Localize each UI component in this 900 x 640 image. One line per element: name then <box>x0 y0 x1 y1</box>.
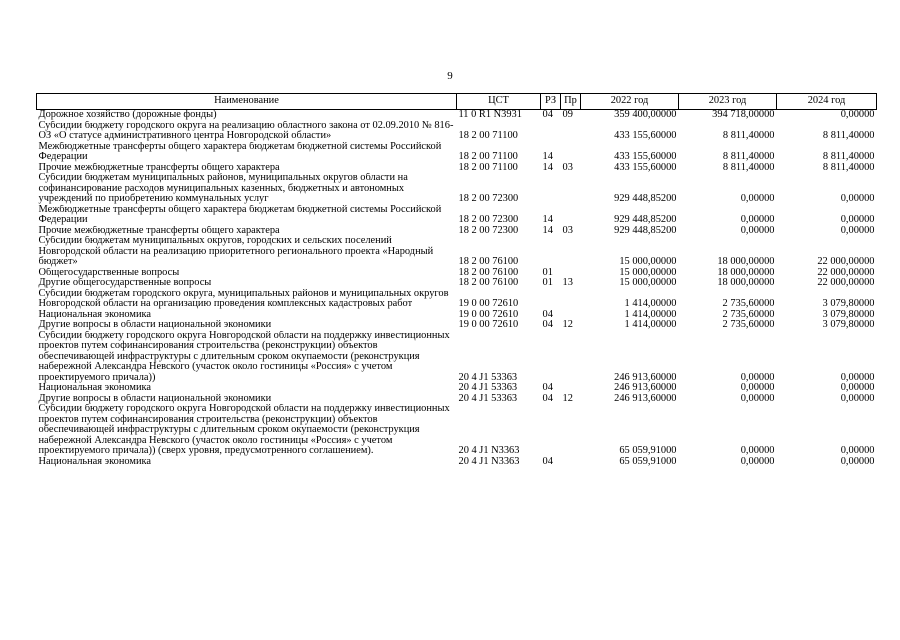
cell-name: Национальная экономика <box>38 383 152 393</box>
table-row <box>37 226 877 237</box>
cell-2024: 0,00000 <box>840 109 875 120</box>
cell-2023: 8 811,40000 <box>722 151 775 162</box>
cell-cst: 18 2 00 72300 <box>458 225 519 236</box>
cell-cst: 18 2 00 76100 <box>458 267 519 278</box>
cell-cst: 18 2 00 71100 <box>458 130 518 141</box>
cell-2023: 0,00000 <box>740 456 775 467</box>
cell-2023: 18 000,00000 <box>717 256 775 267</box>
cell-name: Субсидии бюджету городского округа на реализацию областного закона от 02.09.2010 № 816-ОЗ «О статусе административного центра Новгородской области» <box>38 120 454 141</box>
table-row <box>37 310 877 321</box>
cell-cst: 20 4 J1 53363 <box>458 393 518 404</box>
cell-name: Прочие межбюджетные трансферты общего характера <box>38 162 280 173</box>
cell-name: Национальная экономика <box>38 309 152 320</box>
column-header-cst: ЦСТ <box>457 94 541 110</box>
cell-name: Другие вопросы в области национальной экономики <box>38 393 272 404</box>
cell-pr <box>561 142 581 163</box>
cell-2022: 15 000,00000 <box>619 256 677 267</box>
cell-rz: 01 <box>542 278 553 288</box>
cell-2024: 8 811,40000 <box>822 151 875 162</box>
table-row <box>37 383 877 394</box>
cell-2022: 1 414,00000 <box>624 320 677 330</box>
cell-rz: 04 <box>542 309 553 320</box>
cell-2022: 246 913,60000 <box>614 383 677 393</box>
cell-2022: 65 059,91000 <box>619 456 677 467</box>
cell-cst: 18 2 00 76100 <box>458 278 519 288</box>
cell-rz: 14 <box>542 214 553 225</box>
cell-2022: 65 059,91000 <box>619 445 677 456</box>
cell-rz: 14 <box>542 162 553 173</box>
cell-rz: 14 <box>542 151 553 162</box>
cell-2022: 929 448,85200 <box>614 214 677 225</box>
cell-name: Межбюджетные трансферты общего характера бюджетам бюджетной системы Российской Федерации <box>38 204 442 225</box>
cell-2022: 359 400,00000 <box>614 109 677 120</box>
cell-pr: 12 <box>562 393 573 404</box>
cell-2023: 8 811,40000 <box>722 162 775 173</box>
cell-name: Национальная экономика <box>38 456 152 467</box>
cell-2023: 0,00000 <box>740 371 775 383</box>
cell-2024: 0,00000 <box>840 445 875 456</box>
table-row <box>37 163 877 174</box>
cell-2024: 0,00000 <box>840 193 875 204</box>
cell-cst: 19 0 00 72610 <box>458 309 519 320</box>
cell-pr: 03 <box>562 225 573 236</box>
cell-pr: 12 <box>562 320 573 330</box>
cell-2023: 394 718,00000 <box>712 109 775 120</box>
cell-cst: 18 2 00 76100 <box>458 256 519 267</box>
cell-2022: 15 000,00000 <box>619 278 677 288</box>
cell-cst: 20 4 J1 N3363 <box>458 445 520 456</box>
cell-name: Другие вопросы в области национальной экономики <box>38 320 272 330</box>
cell-2023: 0,00000 <box>740 225 775 236</box>
cell-2024: 8 811,40000 <box>822 162 875 173</box>
table-row <box>37 331 877 384</box>
table-row <box>37 457 877 468</box>
cell-name: Субсидии бюджетам городского округа, муниципальных районов и муниципальных округов Новгородской области на организацию проведения комплексных кадастровых работ <box>38 288 449 309</box>
cell-2024: 0,00000 <box>840 214 875 225</box>
cell-2024: 0,00000 <box>840 371 875 383</box>
cell-rz: 04 <box>542 383 553 393</box>
cell-cst: 18 2 00 72300 <box>458 193 519 204</box>
table-row <box>37 110 877 121</box>
cell-name: Дорожное хозяйство (дорожные фонды) <box>38 109 217 120</box>
cell-2022: 15 000,00000 <box>619 267 677 278</box>
cell-rz: 04 <box>542 393 553 404</box>
cell-2022: 929 448,85200 <box>614 225 677 236</box>
cell-pr <box>561 310 581 321</box>
cell-rz <box>541 236 561 268</box>
cell-2024: 0,00000 <box>840 393 875 404</box>
cell-2022: 929 448,85200 <box>614 193 677 204</box>
column-header-2023: 2023 год <box>679 94 777 110</box>
cell-2022: 433 155,60000 <box>614 162 677 173</box>
column-header-2022: 2022 год <box>581 94 679 110</box>
cell-2024: 22 000,00000 <box>817 278 875 288</box>
cell-2024: 0,00000 <box>840 225 875 236</box>
cell-pr: 09 <box>562 109 573 120</box>
cell-pr <box>561 173 581 205</box>
table-row <box>37 236 877 268</box>
cell-2024: 22 000,00000 <box>817 256 875 267</box>
cell-name: Субсидии бюджетам муниципальных округов, городских и сельских поселений Новгородской области на реализацию приоритетного регионального проекта «Народный бюджет» <box>38 236 434 267</box>
cell-cst: 18 2 00 72300 <box>458 214 519 225</box>
cell-rz: 01 <box>542 267 553 278</box>
cell-2022: 1 414,00000 <box>624 309 677 320</box>
cell-2022: 246 913,60000 <box>614 371 677 383</box>
cell-pr: 03 <box>562 162 573 173</box>
cell-2024: 3 079,80000 <box>822 309 875 320</box>
cell-2022: 246 913,60000 <box>614 393 677 404</box>
table-header-row <box>37 94 877 110</box>
cell-cst: 18 2 00 71100 <box>458 151 518 162</box>
cell-name: Прочие межбюджетные трансферты общего характера <box>38 225 280 236</box>
cell-name: Субсидии бюджетам муниципальных районов, муниципальных округов области на софинансирование расходов муниципальных казенных, бюджетных и автономных учреждений по приобретению коммунальных услуг <box>38 173 408 204</box>
cell-rz: 14 <box>542 225 553 236</box>
table-row <box>37 278 877 289</box>
cell-rz: 04 <box>542 109 553 120</box>
cell-rz <box>541 404 561 457</box>
column-header-rz: РЗ <box>541 94 561 110</box>
cell-2024: 22 000,00000 <box>817 267 875 278</box>
cell-name: Другие общегосударственные вопросы <box>38 278 212 288</box>
cell-pr <box>561 331 581 384</box>
cell-rz: 04 <box>542 320 553 330</box>
cell-cst: 19 0 00 72610 <box>458 320 519 330</box>
table-row <box>37 205 877 226</box>
cell-2023: 0,00000 <box>740 383 775 393</box>
table-body <box>37 110 877 468</box>
cell-2024: 0,00000 <box>840 456 875 467</box>
table-row <box>37 394 877 405</box>
table-row <box>37 142 877 163</box>
cell-cst: 18 2 00 71100 <box>458 162 518 173</box>
cell-2023: 0,00000 <box>740 445 775 456</box>
cell-pr: 13 <box>562 278 573 288</box>
cell-pr <box>561 457 581 468</box>
cell-2024: 3 079,80000 <box>822 298 875 309</box>
cell-2023: 2 735,60000 <box>722 320 775 330</box>
cell-rz: 04 <box>542 456 553 467</box>
cell-2023: 0,00000 <box>740 393 775 404</box>
column-header-2024: 2024 год <box>777 94 877 110</box>
cell-name: Общегосударственные вопросы <box>38 267 180 278</box>
cell-2023: 8 811,40000 <box>722 130 775 141</box>
cell-2023: 2 735,60000 <box>722 309 775 320</box>
cell-pr <box>561 404 581 457</box>
cell-cst: 20 4 J1 53363 <box>458 371 518 383</box>
cell-rz <box>541 121 561 142</box>
cell-name: Субсидии бюджету городского округа Новгородской области на поддержку инвестиционных проектов путем софинансирования строительства (реконструкции) объектов обеспечивающей инфраструктуры с длительным сроком окупаемости (реконструкция набережной Александра Невского (участок около гостиницы «Россия» с учетом проектируемого причала)) (сверх уровня, предусмотренного соглашением). <box>38 404 450 456</box>
cell-pr <box>561 236 581 268</box>
cell-2024: 8 811,40000 <box>822 130 875 141</box>
cell-2023: 18 000,00000 <box>717 267 775 278</box>
table-row <box>37 173 877 205</box>
cell-2022: 433 155,60000 <box>614 130 677 141</box>
cell-2023: 18 000,00000 <box>717 278 775 288</box>
cell-cst: 11 0 R1 N3931 <box>458 109 522 120</box>
cell-pr <box>561 289 581 310</box>
column-header-name: Наименование <box>37 94 457 110</box>
cell-cst: 20 4 J1 53363 <box>458 383 518 393</box>
cell-2022: 1 414,00000 <box>624 298 677 309</box>
cell-rz <box>541 331 561 384</box>
cell-2023: 0,00000 <box>740 193 775 204</box>
cell-pr <box>561 383 581 394</box>
cell-rz <box>541 173 561 205</box>
table-row <box>37 268 877 279</box>
cell-pr <box>561 121 581 142</box>
budget-table <box>36 93 877 467</box>
cell-cst: 20 4 J1 N3363 <box>458 456 520 467</box>
cell-2023: 2 735,60000 <box>722 298 775 309</box>
cell-2024: 3 079,80000 <box>822 320 875 330</box>
cell-2023: 0,00000 <box>740 214 775 225</box>
column-header-pr: Пр <box>561 94 581 110</box>
cell-2022: 433 155,60000 <box>614 151 677 162</box>
cell-pr <box>561 205 581 226</box>
table-row <box>37 320 877 331</box>
table-row <box>37 404 877 457</box>
cell-cst: 19 0 00 72610 <box>458 298 519 309</box>
cell-pr <box>561 268 581 279</box>
cell-name: Межбюджетные трансферты общего характера бюджетам бюджетной системы Российской Федерации <box>38 141 442 162</box>
table-row <box>37 289 877 310</box>
cell-name: Субсидии бюджету городского округа Новгородской области на поддержку инвестиционных проектов путем софинансирования строительства (реконструкции) объектов обеспечивающей инфраструктуры с длительным сроком окупаемости (реконструкция набережной Александра Невского (участок около гостиницы «Россия» с учетом проектируемого причала)) <box>38 330 450 383</box>
cell-2024: 0,00000 <box>840 383 875 393</box>
cell-rz <box>541 289 561 310</box>
table-row <box>37 121 877 142</box>
page-number: 9 <box>447 70 453 82</box>
